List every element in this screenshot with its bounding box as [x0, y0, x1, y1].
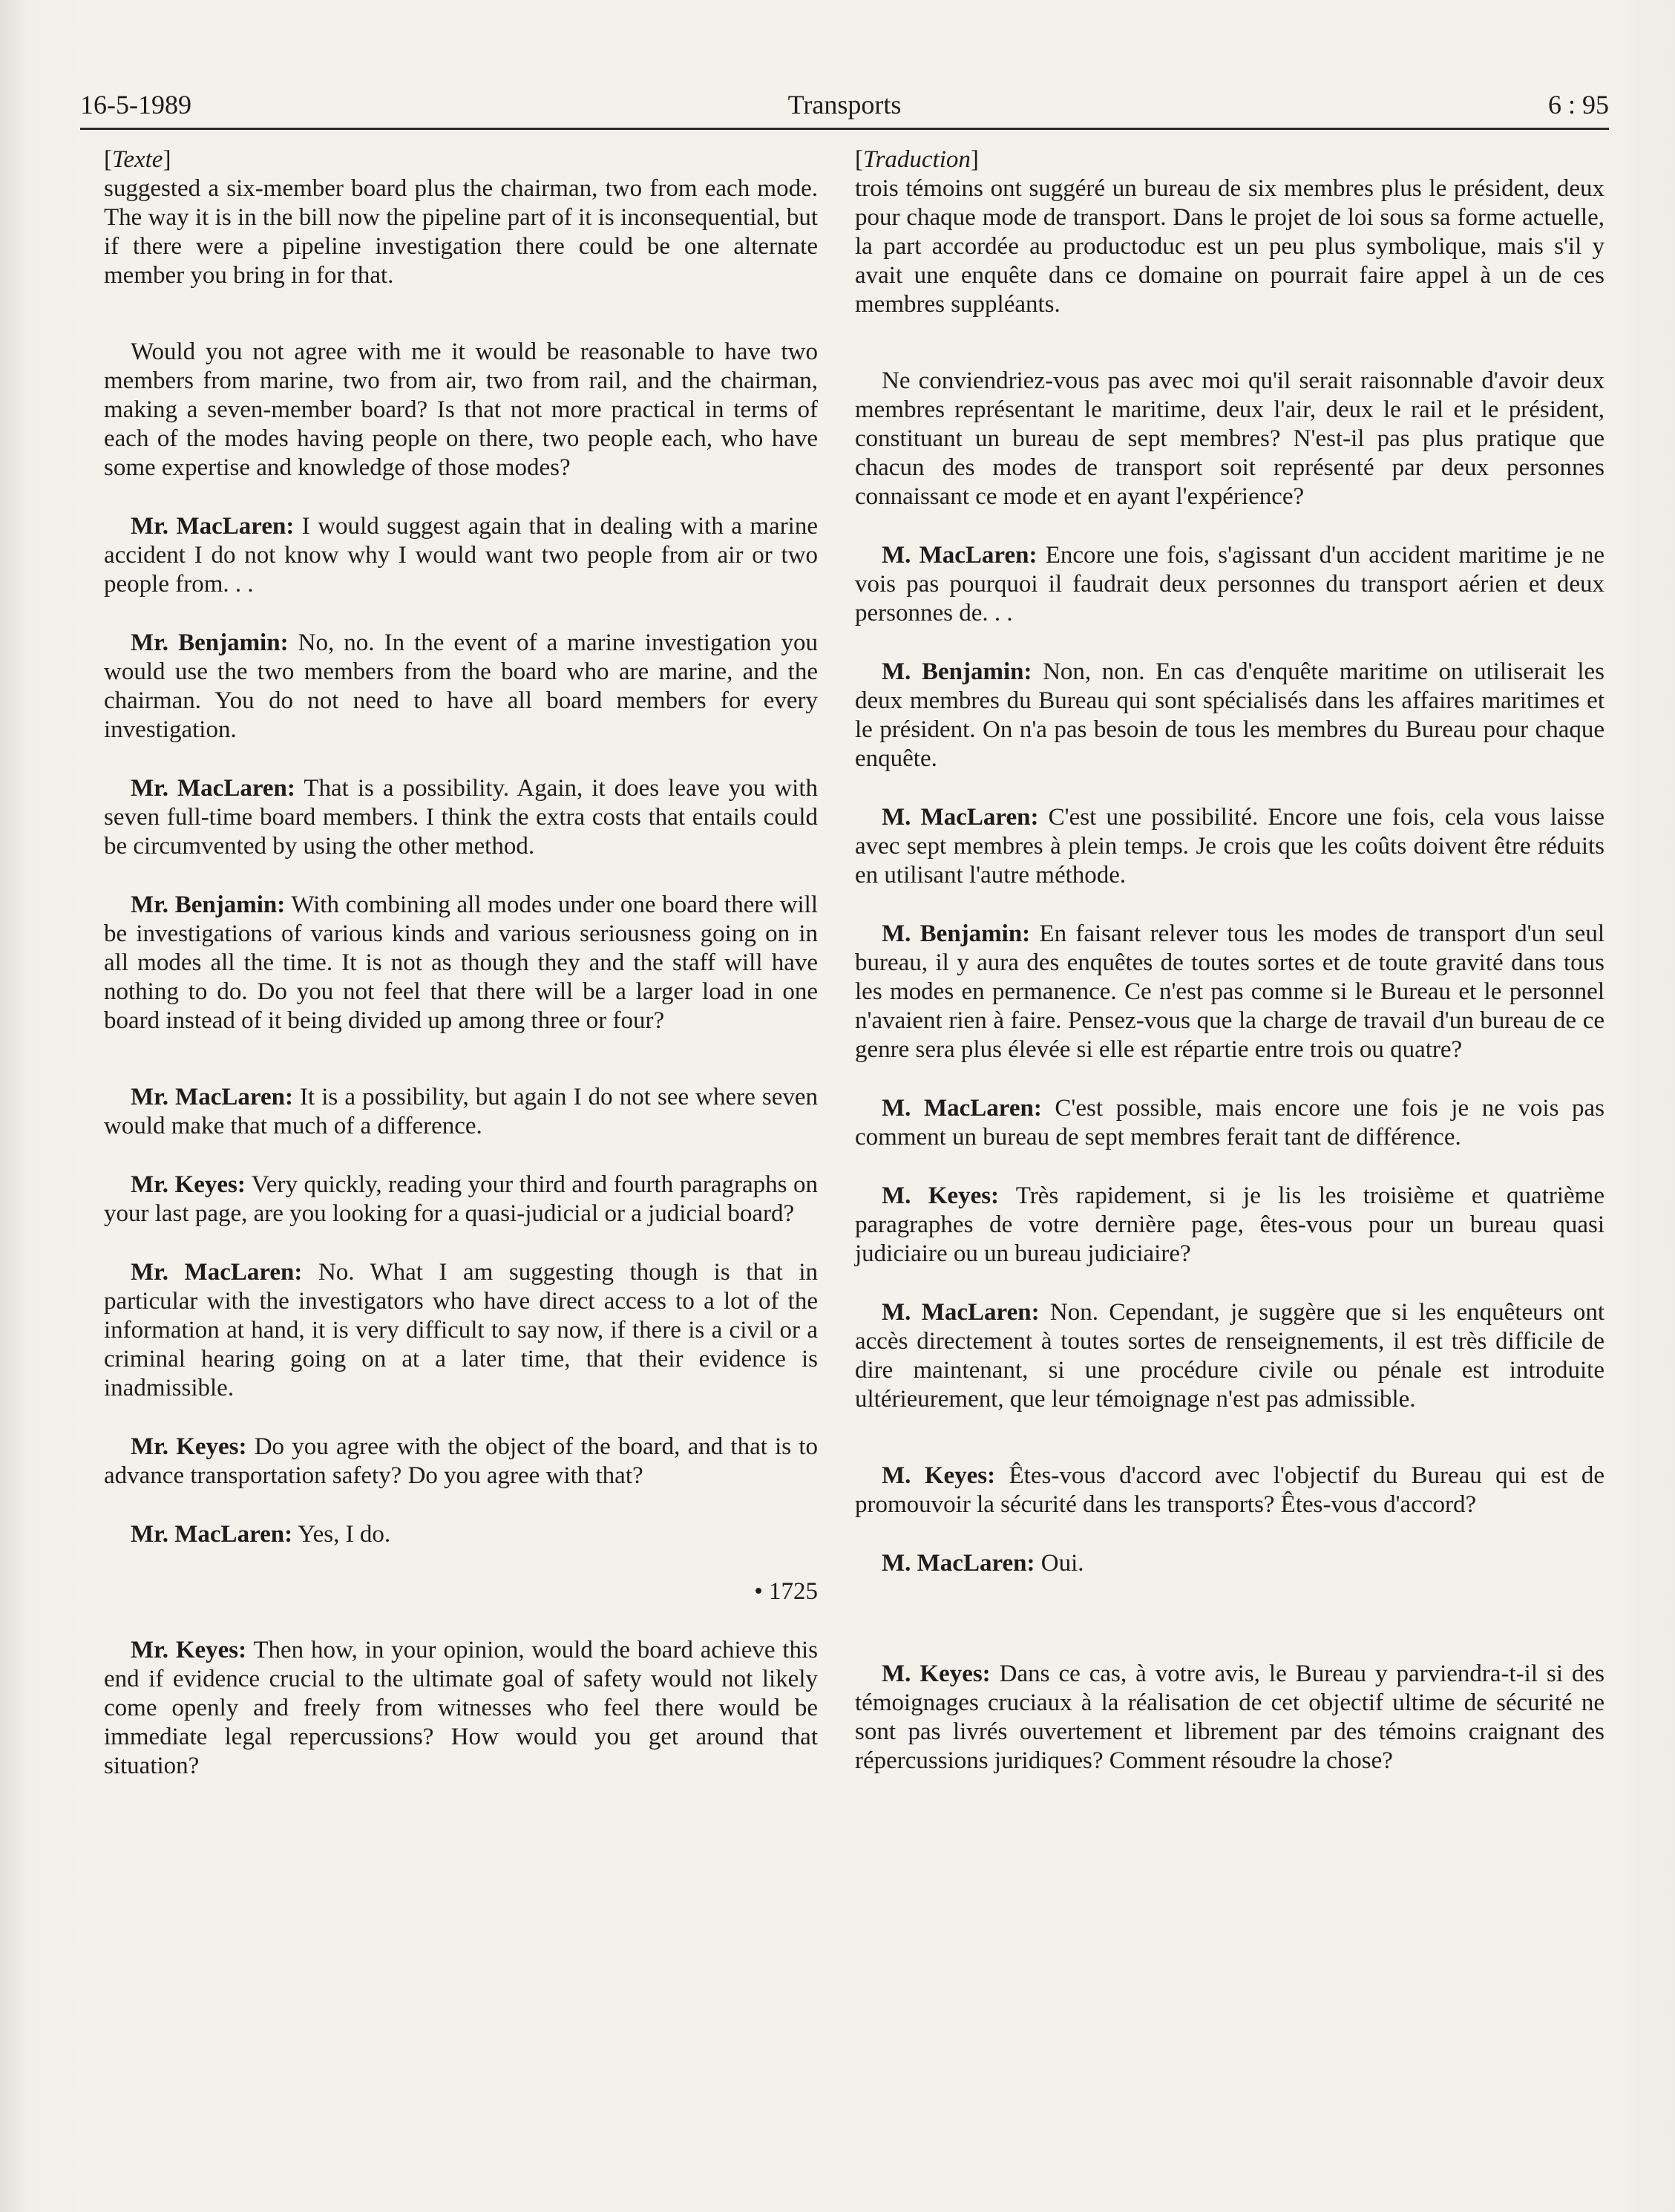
speech-text: Très rapidement, si je lis les troisième et quatrième paragraphes de votre dernière page, êtes-vous pour un bureau quasi judiciaire ou un bureau judiciaire?: [855, 1182, 1604, 1267]
header-rule: [80, 128, 1609, 130]
speech-text: Do you agree with the object of the board, and that is to advance transportation safety? Do you agree with that?: [104, 1433, 818, 1489]
speech-text: It is a possibility, but again I do not see where seven would make that much of a difference.: [104, 1084, 818, 1139]
english-column: [104, 145, 818, 1781]
speech-paragraph: [104, 891, 818, 1035]
speech-text: Non. Cependant, je suggère que si les enquêteurs ont accès directement à toutes sortes de renseignements, il est très difficile de dire maintenant, si une procédure civile ou pénale est introduite ultérieurement, que leur témoignage n'est pas admissible.: [855, 1299, 1604, 1413]
speech-text: Dans ce cas, à votre avis, le Bureau y parviendra-t-il si des témoignages cruciaux à la réalisation de cet objectif ultime de sécurité ne sont pas livrés ouvertement et librement par des témoins craignant des répercussions juridiques? Comment résoudre la chose?: [855, 1660, 1604, 1774]
speaker-name: M. Benjamin:: [882, 658, 1032, 685]
speech-paragraph: [104, 629, 818, 745]
speech-paragraph: [855, 541, 1604, 628]
speaker-name: Mr. MacLaren:: [131, 1084, 293, 1110]
column-label: [Traduction]: [855, 146, 979, 173]
speech-paragraph: [104, 1520, 818, 1549]
speech-paragraph: [855, 1549, 1604, 1578]
header-page-number: 6 : 95: [1547, 90, 1609, 120]
speech-paragraph: [104, 774, 818, 861]
header-date: 16-5-1989: [80, 90, 191, 120]
speech-text: Very quickly, reading your third and fourth paragraphs on your last page, are you looking for a quasi-judicial or a judicial board?: [104, 1171, 818, 1227]
speech-paragraph: [855, 1094, 1604, 1152]
speaker-name: Mr. Keyes:: [131, 1637, 247, 1663]
speech-paragraph: [855, 658, 1604, 773]
speech-text: No. What I am suggesting though is that in particular with the investigators who have direct access to a lot of the information at hand, it is very difficult to say now, if there is a civil or a criminal hearing going on at a later time, that their evidence is inadmissible.: [104, 1259, 818, 1401]
speaker-name: Mr. MacLaren:: [131, 1521, 293, 1548]
speech-text: Then how, in your opinion, would the board achieve this end if evidence crucial to the ultimate goal of safety would not likely come openly and freely from witnesses who feel there would be immediate legal repercussions? How would you get around that situation?: [104, 1637, 819, 1779]
speaker-name: M. MacLaren:: [882, 1550, 1035, 1577]
paragraph: suggested a six-member board plus the chairman, two from each mode. The way it is in the bill now the pipeline part of it is inconsequential, but if there were a pipeline investigation there could be one alternate member you bring in for that.: [104, 175, 818, 289]
speech-paragraph: [855, 1182, 1604, 1269]
speaker-name: M. MacLaren:: [882, 1299, 1040, 1326]
speaker-name: Mr. Benjamin:: [131, 891, 286, 918]
speech-text: Oui.: [1035, 1550, 1084, 1577]
paragraph: Ne conviendriez-vous pas avec moi qu'il serait raisonnable d'avoir deux membres représentant le maritime, deux l'air, deux le rail et le président, constituant un bureau de sept membres? N'est-il pas plus pratique que chacun des modes de transport soit représenté par deux personnes connaissant ce mode et en ayant l'expérience?: [855, 367, 1604, 510]
speaker-name: M. Keyes:: [882, 1462, 996, 1489]
speech-paragraph: [855, 1462, 1604, 1519]
speaker-name: M. Keyes:: [882, 1182, 1000, 1209]
speaker-name: M. MacLaren:: [882, 542, 1038, 569]
speaker-name: Mr. MacLaren:: [131, 513, 295, 540]
speech-text: C'est une possibilité. Encore une fois, cela vous laisse avec sept membres à plein temps. Je crois que les coûts doivent être réduits en utilisant l'autre méthode.: [855, 804, 1604, 889]
speech-paragraph: [104, 512, 818, 599]
speaker-name: M. Benjamin:: [882, 920, 1031, 947]
speaker-name: Mr. MacLaren:: [131, 775, 295, 802]
speaker-name: M. MacLaren:: [882, 1095, 1042, 1122]
speech-paragraph: [104, 1433, 818, 1491]
speech-text: C'est possible, mais encore une fois je ne vois pas comment un bureau de sept membres ferait tant de différence.: [855, 1095, 1604, 1151]
speaker-name: Mr. MacLaren:: [131, 1259, 303, 1286]
running-header: [80, 89, 1609, 131]
french-column: [855, 145, 1604, 1776]
speech-text: I would suggest again that in dealing with a marine accident I do not know why I would want two people from air or two people from. . .: [104, 513, 818, 598]
speaker-name: Mr. Keyes:: [131, 1171, 246, 1198]
speech-paragraph: [104, 1636, 818, 1781]
paragraph: Would you not agree with me it would be reasonable to have two members from marine, two from air, two from rail, and the chairman, making a seven-member board? Is that not more practical in terms of each of the modes having people on there, two people each, who have some expertise and knowledge of those modes?: [104, 338, 818, 481]
speech-paragraph: [855, 1660, 1604, 1776]
speaker-name: M. Keyes:: [882, 1660, 991, 1687]
speech-paragraph: [104, 1258, 818, 1403]
speaker-name: Mr. Benjamin:: [131, 629, 289, 656]
speech-text: En faisant relever tous les modes de transport d'un seul bureau, il y aura des enquêtes de toutes sortes et de toute gravité dans tous les modes en permanence. Ce n'est pas comme si le Bureau et le personnel n'avaient rien à faire. Pensez-vous que la charge de travail d'un bureau de ce genre sera plus élevée si elle est répartie entre trois ou quatre?: [855, 920, 1604, 1063]
speech-text: Non, non. En cas d'enquête maritime on utiliserait les deux membres du Bureau qui sont spécialisés dans les affaires maritimes et le président. On n'a pas besoin de tous les membres du Bureau pour chaque enquête.: [855, 658, 1604, 772]
speech-text: Encore une fois, s'agissant d'un accident maritime je ne vois pas pourquoi il faudrait deux personnes du transport aérien et deux personnes de. . .: [855, 542, 1604, 626]
column-label: [Texte]: [104, 146, 171, 173]
header-title: Transports: [787, 90, 902, 120]
speech-text: With combining all modes under one board there will be investigations of various kinds and various seriousness going on in all modes all the time. It is not as though they and the staff will have nothing to do. Do you not feel that there will be a larger load in one board instead of it being divided up among three or four?: [104, 891, 819, 1034]
speaker-name: Mr. Keyes:: [131, 1433, 247, 1460]
speaker-name: M. MacLaren:: [882, 804, 1039, 831]
speech-paragraph: [855, 920, 1604, 1064]
speech-text: That is a possibility. Again, it does leave you with seven full-time board members. I think the extra costs that entails could be circumvented by using the other method.: [104, 775, 818, 860]
paragraph: trois témoins ont suggéré un bureau de six membres plus le président, deux pour chaque mode de transport. Dans le projet de loi sous sa forme actuelle, la part accordée au productoduc est un peu plus symbolique, mais s'il y avait une enquête dans ce domaine on pourrait faire appel à un de ces membres suppléants.: [855, 175, 1604, 318]
speech-paragraph: [855, 803, 1604, 890]
time-marker: • 1725: [754, 1578, 818, 1605]
speech-text: No, no. In the event of a marine investigation you would use the two members from the board who are marine, and the chairman. You do not need to have all board members for every investigation.: [104, 629, 818, 743]
speech-paragraph: [104, 1171, 818, 1228]
speech-text: Êtes-vous d'accord avec l'objectif du Bureau qui est de promouvoir la sécurité dans les transports? Êtes-vous d'accord?: [855, 1462, 1604, 1518]
speech-text: Yes, I do.: [292, 1521, 391, 1548]
speech-paragraph: [104, 1083, 818, 1141]
speech-paragraph: [855, 1298, 1604, 1414]
